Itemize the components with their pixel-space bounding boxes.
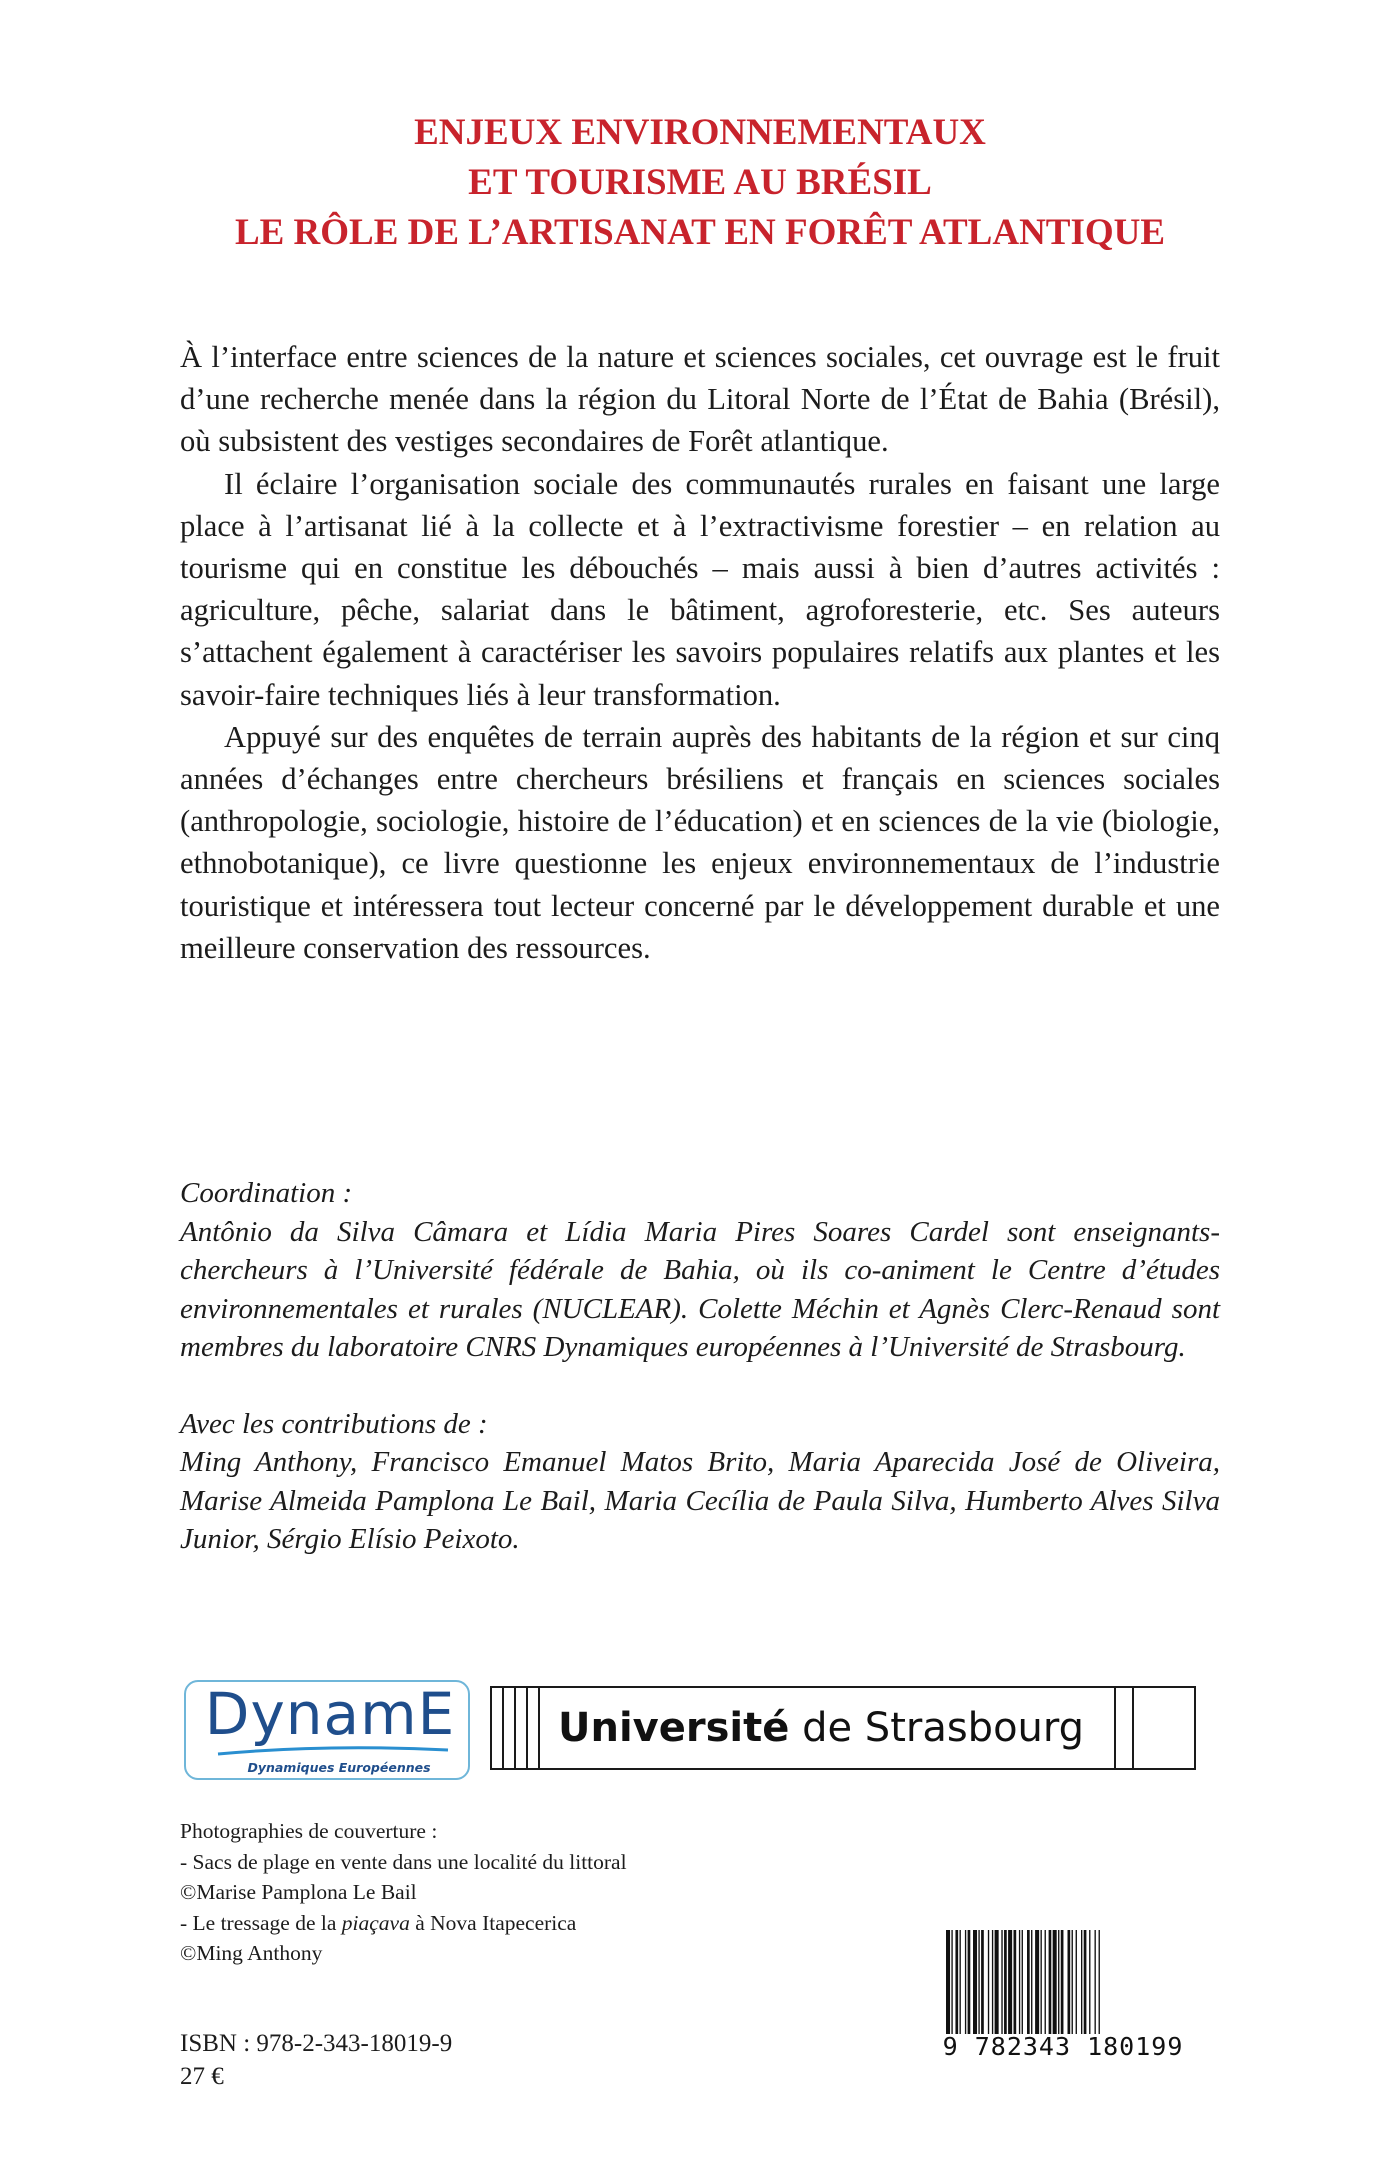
barcode-bar: [965, 1930, 966, 2034]
logo-bar: [1114, 1688, 1116, 1768]
barcode-bar: [1019, 1930, 1020, 2034]
barcode-bar: [1099, 1930, 1100, 2034]
title-line-2: ET TOURISME AU BRÉSIL: [468, 162, 932, 203]
barcode-bar: [1004, 1930, 1007, 2034]
blurb-paragraph-1: À l’interface entre sciences de la nature et sciences sociales, cet ouvrage est le fruit d’une recherche menée dans la région du Litoral Norte de l’État de Bahia (Brésil), où subsistent des vestiges secondaires de Forêt atlantique.: [180, 340, 1220, 459]
barcode-bar: [1076, 1930, 1077, 2034]
barcode-bar: [1095, 1930, 1096, 2034]
photo-credit-line-3: - Le tressage de la piaçava à Nova Itapecerica: [180, 1910, 577, 1935]
barcode-bar: [1041, 1930, 1042, 2034]
barcode-bar: [1035, 1930, 1039, 2034]
logo-bar: [514, 1688, 516, 1768]
barcode-bar: [1001, 1930, 1002, 2034]
contributions-label: Avec les contributions de :: [180, 1407, 488, 1440]
barcode-bar: [1014, 1930, 1017, 2034]
isbn-price-block: [180, 2027, 452, 2093]
author-credits: [180, 1174, 1220, 1559]
photo-credits: [180, 1816, 800, 1969]
coordination-label: Coordination :: [180, 1177, 353, 1209]
dyname-logo: [184, 1680, 470, 1780]
logo-bar: [538, 1688, 540, 1768]
logo-bar: [502, 1688, 504, 1768]
barcode-bar: [1081, 1930, 1082, 2034]
barcode-bar: [992, 1930, 993, 2034]
unistra-wordmark: Université de Strasbourg: [558, 1705, 1085, 1751]
contributions-text: Ming Anthony, Francisco Emanuel Matos Brito, Maria Aparecida José de Oliveira, Marise Almeida Pamplona Le Bail, Maria Cecília de Paula Silva, Humberto Alves Silva Junior, Sérgio Elísio Peixoto.: [180, 1446, 1220, 1555]
title-line-3: LE RÔLE DE L’ARTISANAT EN FORÊT ATLANTIQUE: [234, 212, 1166, 253]
barcode-bar: [973, 1930, 977, 2034]
barcode-bar: [1008, 1930, 1012, 2034]
barcode-bar: [1084, 1930, 1087, 2034]
photo-credit-line-1: - Sacs de plage en vente dans une localité du littoral: [180, 1849, 627, 1874]
blurb-paragraph-3: Appuyé sur des enquêtes de terrain auprès des habitants de la région et sur cinq années d’échanges entre chercheurs brésiliens et français en sciences sociales (anthropologie, sociologie, histoire de l’éducation) et en sciences de la vie (biologie, ethnobotanique), ce livre questionne les enjeux environnementaux de l’industrie touristique et intéressera tout lecteur concerné par le développement durable et une meilleure conservation des ressources.: [180, 719, 1220, 965]
title-line-1: ENJEUX ENVIRONNEMENTAUX: [414, 112, 986, 153]
barcode-bar: [981, 1930, 984, 2034]
barcode-bar: [1058, 1930, 1059, 2034]
barcode-bar: [1068, 1930, 1071, 2034]
barcode-bar: [955, 1930, 958, 2034]
barcode-bar: [1053, 1930, 1057, 2034]
coordination-block: [180, 1174, 1220, 1367]
blurb-paragraph-2: Il éclaire l’organisation sociale des communautés rurales en faisant une large place à l’artisanat lié à la collecte et à l’extractivisme forestier – en relation au tourisme qui en constitue les débouchés – mais aussi à bien d’autres activités : agriculture, pêche, salariat dans le bâtiment, agroforesterie, etc. Ses auteurs s’attachent également à caractériser les savoirs populaires relatifs aux plantes et les savoir-faire techniques liés à leur transformation.: [180, 466, 1220, 712]
logo-bar: [1132, 1688, 1134, 1768]
isbn-text: ISBN : 978-2-343-18019-9: [180, 2030, 453, 2057]
barcode-bar: [1022, 1930, 1023, 2034]
universite-strasbourg-logo: [490, 1686, 1196, 1770]
barcode-icon: [944, 1930, 1194, 2034]
barcode-bar: [1089, 1930, 1090, 2034]
barcode-bar: [1061, 1930, 1064, 2034]
barcode-bar: [995, 1930, 999, 2034]
barcode-bar: [1031, 1930, 1032, 2034]
barcode-bar: [1049, 1930, 1052, 2034]
dyname-logo-tagline: Dynamiques Européennes: [247, 1760, 431, 1775]
barcode-bar: [1027, 1930, 1030, 2034]
photo-credits-label: Photographies de couverture :: [180, 1819, 438, 1843]
book-title: [0, 108, 1400, 258]
barcode-bar: [988, 1930, 989, 2034]
barcode-bar: [951, 1930, 952, 2034]
logo-bar: [526, 1688, 528, 1768]
coordination-text: Antônio da Silva Câmara et Lídia Maria Pires Soares Cardel sont enseignants-chercheurs à l’Université fédérale de Bahia, où ils co-animent le Centre d’études environnementales et rurales (NUCLEAR). Colette Méchin et Agnès Clerc-Renaud sont membres du laboratoire CNRS Dynamiques européennes à l’Université de Strasbourg.: [180, 1215, 1220, 1363]
price-text: 27 €: [180, 2063, 224, 2090]
barcode-bar: [960, 1930, 961, 2034]
back-cover-blurb: [180, 336, 1220, 969]
barcode-bar: [978, 1930, 979, 2034]
dyname-logo-wordmark: DynamE: [204, 1680, 456, 1748]
barcode-bar: [1072, 1930, 1073, 2034]
barcode-bar: [968, 1930, 971, 2034]
photo-credit-line-2: ©Marise Pamplona Le Bail: [180, 1880, 417, 1905]
barcode-bar: [1045, 1930, 1046, 2034]
barcode-digits: 9 782343 180199: [942, 2032, 1184, 2061]
photo-credit-line-4: ©Ming Anthony: [180, 1941, 323, 1966]
contributions-block: [180, 1405, 1220, 1559]
barcode-bar: [946, 1930, 950, 2034]
